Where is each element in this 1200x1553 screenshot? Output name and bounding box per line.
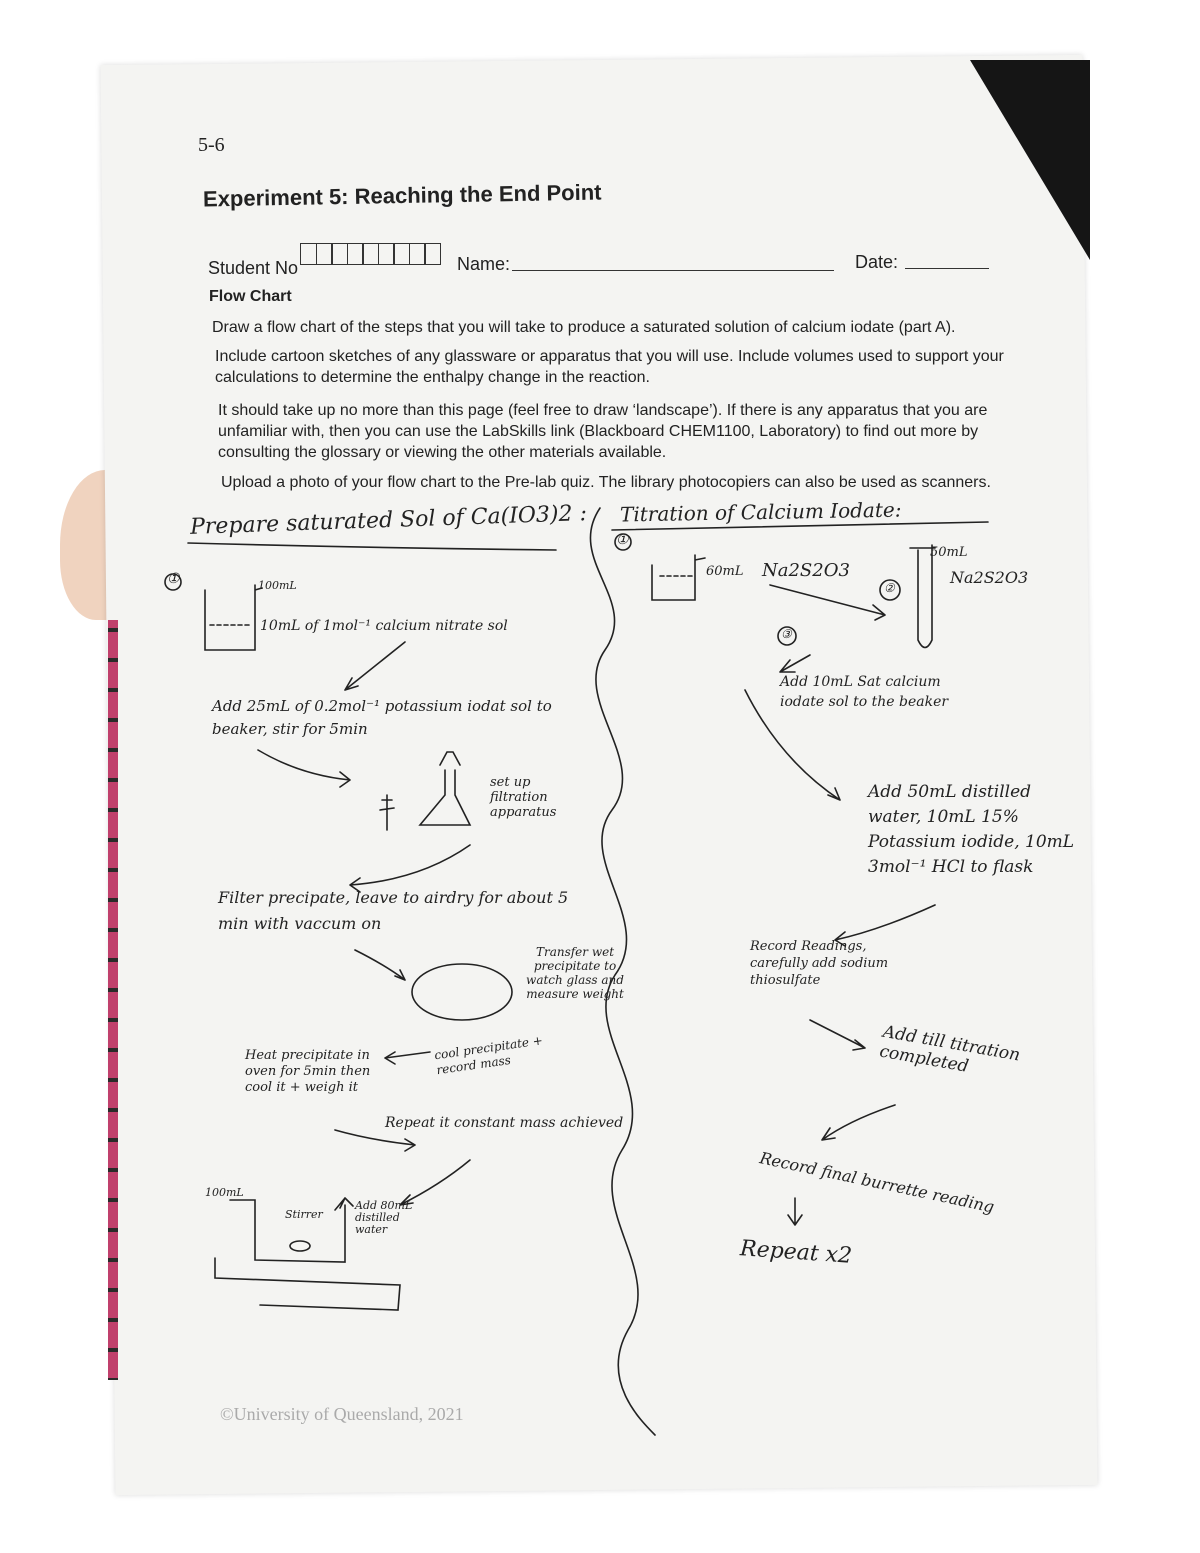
left-step3: set up filtration apparatus: [490, 775, 557, 820]
right-step3: Add 10mL Sat calcium iodate sol to the beaker: [780, 674, 949, 710]
page-title: Experiment 5: Reaching the End Point: [202, 179, 602, 212]
right-arrow-6: [822, 1105, 895, 1140]
page-number: 5-6: [198, 134, 225, 156]
burette: [910, 545, 935, 648]
stir-bar: [290, 1241, 310, 1251]
left-arrow-4: [355, 950, 405, 980]
left-step1-number: ①: [167, 571, 180, 587]
left-step2: Add 25mL of 0.2mol⁻¹ potassium iodat sol to beaker, stir for 5min: [212, 697, 552, 738]
date-label: Date:: [855, 252, 899, 272]
instruction-2: Include cartoon sketches of any glassware or apparatus that you will use. Include volumes used to support your calculations to determine the enthalpy change in the reaction.: [215, 348, 1004, 386]
left-step6: cool precipitate + record mass: [433, 1033, 544, 1078]
right-step7: Record final burrette reading: [758, 1148, 996, 1217]
right-burette-volume: 50mL: [930, 545, 968, 560]
left-heading: Prepare saturated Sol of Ca(IO3)2 :: [189, 501, 588, 540]
right-na2s2o3-1: Na2S2O3: [762, 560, 850, 581]
filtration-stand: [380, 795, 394, 830]
filtration-funnel: [440, 752, 460, 765]
right-step1-number: ①: [616, 532, 629, 548]
name-label: Name:: [457, 254, 511, 274]
left-arrow-2: [258, 750, 350, 787]
left-beaker2-volume: 100mL: [205, 1186, 244, 1199]
right-beaker: [652, 555, 705, 600]
student-no-label: Student No: [208, 258, 299, 278]
right-step2-number: ②: [884, 581, 895, 595]
right-arrow-1: [770, 585, 885, 620]
left-step8: Repeat it constant mass achieved: [385, 1115, 624, 1131]
left-beaker-volume: 100mL: [258, 579, 297, 592]
instruction-1: Draw a flow chart of the steps that you will take to produce a saturated solution of calcium iodate (part A).: [212, 319, 956, 336]
instruction-3: It should take up no more than this page (feel free to draw ‘landscape’). If there is any apparatus that you are unfamiliar with, then you can use the LabSkills link (Blackboard CHEM1100, Laboratory) to find out more by consulting the glossary or viewing the other materials available.: [218, 402, 988, 461]
right-arrow-2: [780, 655, 810, 672]
right-na2s2o3-2: Na2S2O3: [950, 568, 1029, 587]
right-step4: Add 50mL distilled water, 10mL 15% Potassium iodide, 10mL 3mol⁻¹ HCl to flask: [868, 782, 1075, 877]
left-heading-underline: [188, 543, 556, 550]
right-beaker-volume: 60mL: [706, 564, 744, 579]
filtration-flask: [420, 770, 470, 825]
watch-glass: [412, 964, 512, 1020]
right-arrow-7: [788, 1198, 802, 1225]
left-step1: 10mL of 1mol⁻¹ calcium nitrate sol: [260, 618, 508, 634]
stirrer-label: Stirrer: [285, 1208, 323, 1221]
left-arrow-8: [335, 1198, 353, 1210]
flow-chart-label: Flow Chart: [209, 288, 292, 305]
left-step9: Add 80mL distilled water: [355, 1199, 413, 1236]
left-step4: Filter precipate, leave to airdry for about 5 min with vaccum on: [218, 888, 569, 933]
right-step5: Record Readings, carefully add sodium thiosulfate: [750, 939, 889, 988]
left-step7: Heat precipitate in oven for 5min then cool it + weigh it: [245, 1048, 371, 1095]
left-arrow-1: [345, 642, 405, 690]
left-beaker: [205, 585, 262, 650]
right-step8: Repeat x2: [739, 1236, 853, 1269]
left-step5: Transfer wet precipitate to watch glass and measure weight: [526, 945, 624, 1001]
right-step6: Add till titration completed: [877, 1021, 1022, 1077]
copyright-footer: ©University of Queensland, 2021: [220, 1404, 464, 1424]
hotplate: [215, 1258, 400, 1310]
right-arrow-5: [810, 1020, 865, 1050]
right-heading: Titration of Calcium Iodate:: [619, 497, 902, 527]
instruction-4: Upload a photo of your flow chart to the Pre-lab quiz. The library photocopiers can also be used as scanners.: [221, 474, 991, 491]
right-step3-number: ③: [781, 627, 792, 641]
